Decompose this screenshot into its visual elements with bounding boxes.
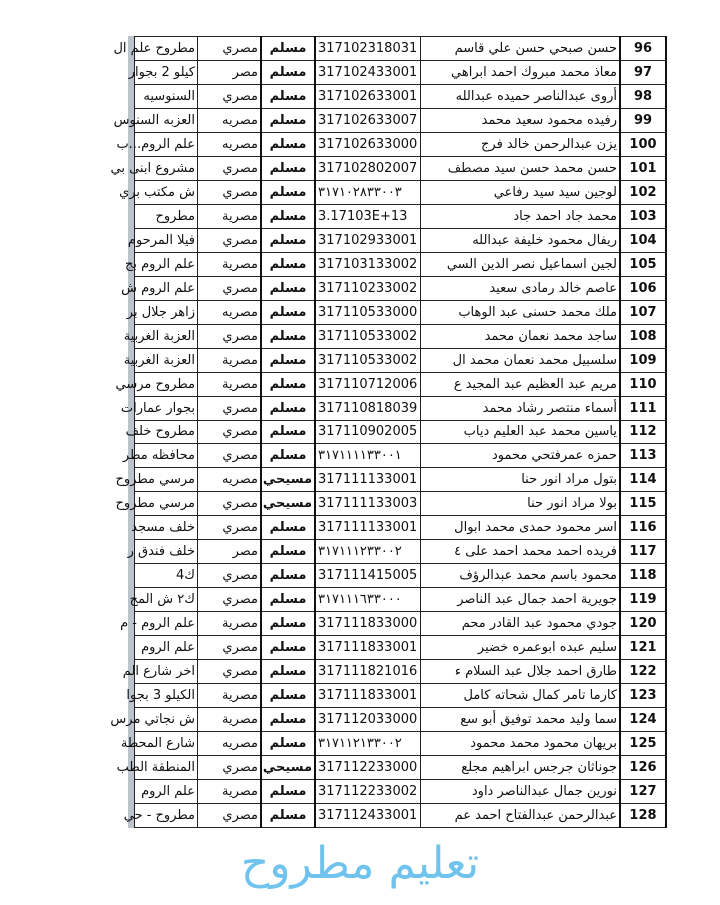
address-cell: ش مكتب بري <box>135 180 198 204</box>
national-id-cell: 317102633007 <box>315 108 421 132</box>
religion-cell: مسلم <box>261 252 315 276</box>
student-name-cell: حسن محمد حسن سيد مصطف <box>421 156 621 180</box>
national-id-cell: ٣١٧١١٢١٣٣٠٠٢ <box>315 732 421 756</box>
table-row <box>135 420 667 444</box>
religion-cell: مسلم <box>261 372 315 396</box>
address-cell: علم الروم ش <box>135 276 198 300</box>
nationality-cell: مصريه <box>198 108 262 132</box>
nationality-cell: مصري <box>198 396 262 420</box>
nationality-cell: مصر <box>198 540 262 564</box>
religion-cell: مسلم <box>261 300 315 324</box>
religion-cell: مسلم <box>261 660 315 684</box>
address-cell: مطروح <box>135 204 198 228</box>
student-name-cell: طارق احمد جلال عبد السلام ء <box>421 660 621 684</box>
religion-cell: مسلم <box>261 132 315 156</box>
nationality-cell: مصري <box>198 156 262 180</box>
nationality-cell: مصري <box>198 180 262 204</box>
nationality-cell: مصري <box>198 636 262 660</box>
religion-cell: مسيحي <box>261 756 315 780</box>
table-row <box>135 372 667 396</box>
row-number-cell: 121 <box>620 636 666 660</box>
address-cell: كيلو 2 بجوار <box>135 60 198 84</box>
address-cell: مشروع ابنى بي <box>135 156 198 180</box>
row-number-cell: 99 <box>620 108 666 132</box>
row-number-cell: 106 <box>620 276 666 300</box>
row-number-cell: 105 <box>620 252 666 276</box>
national-id-cell: 317103133002 <box>315 252 421 276</box>
religion-cell: مسلم <box>261 324 315 348</box>
nationality-cell: مصري <box>198 420 262 444</box>
religion-cell: مسلم <box>261 204 315 228</box>
nationality-cell: مصرية <box>198 708 262 732</box>
nationality-cell: مصري <box>198 516 262 540</box>
table-row <box>135 37 667 61</box>
row-number-cell: 122 <box>620 660 666 684</box>
student-name-cell: أروى عبدالناصر حميده عبدالله <box>421 84 621 108</box>
roster-body <box>110 37 667 828</box>
religion-cell: مسلم <box>261 540 315 564</box>
religion-cell: مسلم <box>261 732 315 756</box>
row-number-cell: 103 <box>620 204 666 228</box>
nationality-cell: مصري <box>198 37 262 61</box>
table-row <box>135 468 667 492</box>
religion-cell: مسلم <box>261 348 315 372</box>
student-name-cell: ريفال محمود خليفة عبدالله <box>421 228 621 252</box>
address-cell: محافظه مطر <box>135 444 198 468</box>
row-number-cell: 107 <box>620 300 666 324</box>
religion-cell: مسلم <box>261 588 315 612</box>
national-id-cell: 317110902005 <box>315 420 421 444</box>
table-row <box>135 636 667 660</box>
student-roster-table <box>110 36 667 828</box>
nationality-cell: مصرية <box>198 684 262 708</box>
row-number-cell: 110 <box>620 372 666 396</box>
religion-cell: مسلم <box>261 276 315 300</box>
national-id-cell: ٣١٧١١١١٣٣٠٠١ <box>315 444 421 468</box>
address-cell: مطروح علم ال <box>135 37 198 61</box>
religion-cell: مسلم <box>261 156 315 180</box>
address-cell: علم الروم <box>135 636 198 660</box>
row-number-cell: 109 <box>620 348 666 372</box>
religion-cell: مسلم <box>261 420 315 444</box>
nationality-cell: مصري <box>198 564 262 588</box>
address-cell: علم الروم...ب <box>135 132 198 156</box>
national-id-cell: ٣١٧١١١٦٣٣٠٠٠ <box>315 588 421 612</box>
address-cell: بجوار عمارات <box>135 396 198 420</box>
table-row <box>135 444 667 468</box>
address-cell: المنطقة الطب <box>135 756 198 780</box>
national-id-cell: 317102633000 <box>315 132 421 156</box>
row-number-cell: 97 <box>620 60 666 84</box>
table-row <box>135 60 667 84</box>
address-cell: ك4 <box>135 564 198 588</box>
nationality-cell: مصري <box>198 660 262 684</box>
row-number-cell: 101 <box>620 156 666 180</box>
address-cell: السنوسيه <box>135 84 198 108</box>
address-cell: علم الروم <box>135 780 198 804</box>
national-id-cell: 317102633001 <box>315 84 421 108</box>
national-id-cell: 317110712006 <box>315 372 421 396</box>
row-number-cell: 102 <box>620 180 666 204</box>
table-row <box>135 540 667 564</box>
national-id-cell: 317112033000 <box>315 708 421 732</box>
table-row <box>135 804 667 828</box>
national-id-cell: 317110533002 <box>315 348 421 372</box>
address-cell: ك٢ ش المج <box>135 588 198 612</box>
national-id-cell: 317111415005 <box>315 564 421 588</box>
address-cell: خلف فندق ر <box>135 540 198 564</box>
nationality-cell: مصرية <box>198 780 262 804</box>
religion-cell: مسيحي <box>261 492 315 516</box>
nationality-cell: مصري <box>198 444 262 468</box>
student-name-cell: اسر محمود حمدى محمد ابوال <box>421 516 621 540</box>
row-number-cell: 124 <box>620 708 666 732</box>
national-id-cell: 317112233000 <box>315 756 421 780</box>
national-id-cell: 317111133001 <box>315 516 421 540</box>
nationality-cell: مصرية <box>198 252 262 276</box>
address-cell: شارع المحطة <box>135 732 198 756</box>
student-name-cell: ياسين محمد عبد العليم دياب <box>421 420 621 444</box>
student-name-cell: رفيده محمود سعيد محمد <box>421 108 621 132</box>
table-row <box>135 84 667 108</box>
address-cell: مرسي مطروح <box>135 492 198 516</box>
student-name-cell: جويرية احمد جمال عبد الناصر <box>421 588 621 612</box>
national-id-cell: 317102933001 <box>315 228 421 252</box>
table-row <box>135 180 667 204</box>
table-row <box>135 732 667 756</box>
nationality-cell: مصري <box>198 84 262 108</box>
religion-cell: مسلم <box>261 684 315 708</box>
student-name-cell: محمد جاد احمد جاد <box>421 204 621 228</box>
table-row <box>135 252 667 276</box>
row-number-cell: 117 <box>620 540 666 564</box>
religion-cell: مسلم <box>261 108 315 132</box>
religion-cell: مسلم <box>261 636 315 660</box>
nationality-cell: مصري <box>198 492 262 516</box>
national-id-cell: 317112433001 <box>315 804 421 828</box>
nationality-cell: مصر <box>198 60 262 84</box>
table-row <box>135 516 667 540</box>
table-row <box>135 228 667 252</box>
national-id-cell: ٣١٧١٠٢٨٣٣٠٠٣ <box>315 180 421 204</box>
religion-cell: مسيحي <box>261 468 315 492</box>
row-number-cell: 120 <box>620 612 666 636</box>
table-row <box>135 348 667 372</box>
address-cell: علم الروم بج <box>135 252 198 276</box>
address-cell: اخر شارع الم <box>135 660 198 684</box>
table-row <box>135 132 667 156</box>
student-name-cell: بتول مراد انور حنا <box>421 468 621 492</box>
student-name-cell: ملك محمد حسنى عبد الوهاب <box>421 300 621 324</box>
table-row <box>135 324 667 348</box>
row-number-cell: 104 <box>620 228 666 252</box>
religion-cell: مسلم <box>261 37 315 61</box>
address-cell: مطروح خلف <box>135 420 198 444</box>
address-cell: العزبة الغربية <box>135 324 198 348</box>
row-number-cell: 114 <box>620 468 666 492</box>
table-row <box>135 108 667 132</box>
nationality-cell: مصري <box>198 588 262 612</box>
address-cell: مرسي مطروح <box>135 468 198 492</box>
religion-cell: مسلم <box>261 564 315 588</box>
row-number-cell: 119 <box>620 588 666 612</box>
student-name-cell: أسماء منتصر رشاد محمد <box>421 396 621 420</box>
religion-cell: مسلم <box>261 516 315 540</box>
student-roster-sheet <box>110 36 662 828</box>
student-name-cell: حسن صبحي حسن علي قاسم <box>421 37 621 61</box>
student-name-cell: عاصم خالد رمادى سعيد <box>421 276 621 300</box>
nationality-cell: مصريه <box>198 300 262 324</box>
student-name-cell: جوناثان جرجس ابراهيم مجلع <box>421 756 621 780</box>
religion-cell: مسلم <box>261 228 315 252</box>
nationality-cell: مصريه <box>198 732 262 756</box>
student-name-cell: ساجد محمد نعمان محمد <box>421 324 621 348</box>
national-id-cell: 317111821016 <box>315 660 421 684</box>
nationality-cell: مصري <box>198 228 262 252</box>
row-number-cell: 118 <box>620 564 666 588</box>
nationality-cell: مصري <box>198 276 262 300</box>
address-cell: فيلا المرحوم <box>135 228 198 252</box>
table-row <box>135 564 667 588</box>
national-id-cell: 3.17103E+13 <box>315 204 421 228</box>
table-row <box>135 276 667 300</box>
table-row <box>135 204 667 228</box>
national-id-cell: 317111133001 <box>315 468 421 492</box>
row-number-cell: 111 <box>620 396 666 420</box>
national-id-cell: 317111833001 <box>315 636 421 660</box>
table-row <box>135 492 667 516</box>
row-number-cell: 125 <box>620 732 666 756</box>
religion-cell: مسلم <box>261 612 315 636</box>
table-row <box>135 396 667 420</box>
row-number-cell: 123 <box>620 684 666 708</box>
student-name-cell: عبدالرحمن عبدالفتاح احمد عم <box>421 804 621 828</box>
watermark-text: تعليم مطروح <box>240 838 480 889</box>
student-name-cell: بريهان محمود محمد محمود <box>421 732 621 756</box>
student-name-cell: لوجين سيد سيد رفاعي <box>421 180 621 204</box>
religion-cell: مسلم <box>261 84 315 108</box>
row-number-cell: 127 <box>620 780 666 804</box>
table-row <box>135 612 667 636</box>
religion-cell: مسلم <box>261 60 315 84</box>
student-name-cell: مريم عبد العظيم عبد المجيد ع <box>421 372 621 396</box>
address-cell: ش نجاتي مرس <box>135 708 198 732</box>
student-name-cell: سلسبيل محمد نعمان محمد ال <box>421 348 621 372</box>
nationality-cell: مصريه <box>198 468 262 492</box>
row-number-cell: 115 <box>620 492 666 516</box>
national-id-cell: 317102318031 <box>315 37 421 61</box>
address-cell: مطروح - حي <box>135 804 198 828</box>
student-name-cell: حمزه عمرفتحي محمود <box>421 444 621 468</box>
address-cell: خلف مسجد <box>135 516 198 540</box>
national-id-cell: 317111133003 <box>315 492 421 516</box>
address-cell: زاهر جلال بر <box>135 300 198 324</box>
national-id-cell: 317111833000 <box>315 612 421 636</box>
national-id-cell: 317110233002 <box>315 276 421 300</box>
table-row <box>135 660 667 684</box>
national-id-cell: 317110533000 <box>315 300 421 324</box>
row-number-cell: 126 <box>620 756 666 780</box>
address-cell: العزبة الغربية <box>135 348 198 372</box>
student-name-cell: معاذ محمد مبروك احمد ابراهي <box>421 60 621 84</box>
table-row <box>135 156 667 180</box>
table-row <box>135 588 667 612</box>
address-cell: العزبه السنوس <box>135 108 198 132</box>
national-id-cell: 317102433001 <box>315 60 421 84</box>
table-row <box>135 708 667 732</box>
row-number-cell: 112 <box>620 420 666 444</box>
address-cell: الكيلو 3 بجوا <box>135 684 198 708</box>
nationality-cell: مصرية <box>198 612 262 636</box>
table-row <box>135 780 667 804</box>
table-row <box>135 756 667 780</box>
national-id-cell: 317112233002 <box>315 780 421 804</box>
student-name-cell: سما وليد محمد توفيق أبو سع <box>421 708 621 732</box>
table-row <box>135 684 667 708</box>
address-cell: مطروح مرسي <box>135 372 198 396</box>
nationality-cell: مصرية <box>198 348 262 372</box>
student-name-cell: لجين اسماعيل نصر الدين السي <box>421 252 621 276</box>
student-name-cell: فريده احمد محمد احمد على ٤ <box>421 540 621 564</box>
row-number-cell: 108 <box>620 324 666 348</box>
student-name-cell: بولا مراد انور حنا <box>421 492 621 516</box>
nationality-cell: مصرية <box>198 204 262 228</box>
nationality-cell: مصريه <box>198 132 262 156</box>
row-number-cell: 100 <box>620 132 666 156</box>
row-number-cell: 96 <box>620 37 666 61</box>
student-name-cell: جودي محمود عبد القادر محم <box>421 612 621 636</box>
nationality-cell: مصري <box>198 324 262 348</box>
student-name-cell: كارما تامر كمال شحاته كامل <box>421 684 621 708</box>
student-name-cell: محمود باسم محمد عبدالرؤف <box>421 564 621 588</box>
address-cell: علم الروم - م <box>135 612 198 636</box>
table-row <box>135 300 667 324</box>
row-number-cell: 98 <box>620 84 666 108</box>
student-name-cell: نورين جمال عبدالناصر داود <box>421 780 621 804</box>
nationality-cell: مصري <box>198 804 262 828</box>
national-id-cell: 317111833001 <box>315 684 421 708</box>
religion-cell: مسلم <box>261 780 315 804</box>
national-id-cell: 317110533002 <box>315 324 421 348</box>
row-number-cell: 113 <box>620 444 666 468</box>
student-name-cell: سليم عبده ابوعمره خضير <box>421 636 621 660</box>
nationality-cell: مصرية <box>198 372 262 396</box>
religion-cell: مسلم <box>261 396 315 420</box>
row-number-cell: 116 <box>620 516 666 540</box>
national-id-cell: ٣١٧١١١٢٣٣٠٠٢ <box>315 540 421 564</box>
religion-cell: مسلم <box>261 444 315 468</box>
religion-cell: مسلم <box>261 708 315 732</box>
student-name-cell: يزن عبدالرحمن خالد فرج <box>421 132 621 156</box>
national-id-cell: 317110818039 <box>315 396 421 420</box>
national-id-cell: 317102802007 <box>315 156 421 180</box>
religion-cell: مسلم <box>261 804 315 828</box>
religion-cell: مسلم <box>261 180 315 204</box>
nationality-cell: مصري <box>198 756 262 780</box>
row-number-cell: 128 <box>620 804 666 828</box>
